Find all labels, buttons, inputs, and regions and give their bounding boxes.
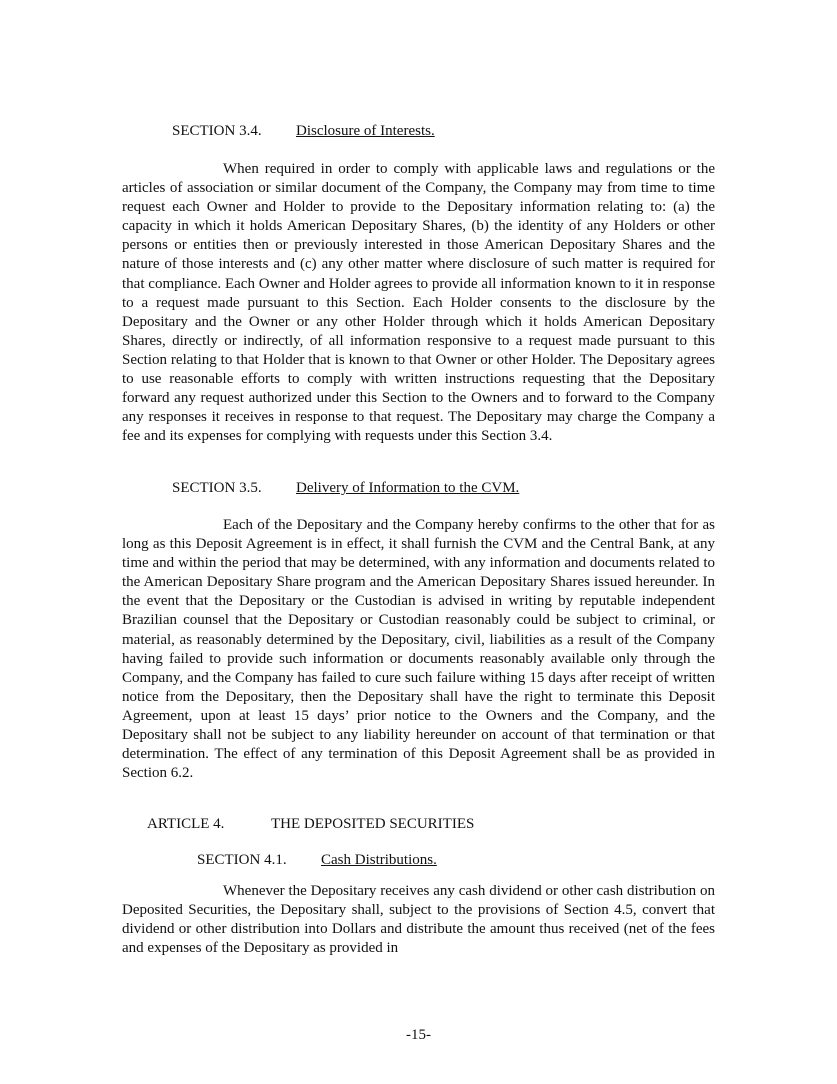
section-4-1-body: Whenever the Depositary receives any cash dividend or other cash distribution on Deposited Securities, the Depositary shall, subject to the provisions of Section 4.5, convert that dividend or other distribution into Dollars and distribute the amount thus received (net of the fees and expenses of the Depositary as provided in xyxy=(122,883,715,957)
section-3-4-body: When required in order to comply with applicable laws and regulations or the articles of association or similar document of the Company, the Company may from time to time request each Owner and Holder to provide to the Depositary information relating to: (a) the capacity in which it holds American Depositary Shares, (b) the identity of any Holders or other persons or entities then or previously interested in those American Depositary Shares and the nature of those interests and (c) any other matter where disclosure of such matter is required for that compliance. Each Owner and Holder agrees to provide all information known to it in response to a request made pursuant to this Section. Each Holder consents to the disclosure by the Depositary and the Owner or any other Holder through which it holds American Depositary Shares, directly or indirectly, of all information responsive to a request made pursuant to this Section relating to that Holder that is known to that Owner or other Holder. The Depositary agrees to use reasonable efforts to comply with written instructions requesting that the Depositary forward any request authorized under this Section to the Owners and to forward to the Company any responses it receives in response to that request. The Depositary may charge the Company a fee and its expenses for complying with requests under this Section 3.4. xyxy=(122,161,715,445)
section-3-5-heading xyxy=(172,478,519,498)
article-number: ARTICLE 4. xyxy=(147,816,225,832)
section-number: SECTION 3.5. xyxy=(172,480,262,496)
page-number: -15- xyxy=(406,1027,431,1043)
section-title: Cash Distributions. xyxy=(321,852,437,868)
section-4-1-heading xyxy=(197,850,437,870)
section-number: SECTION 4.1. xyxy=(197,852,287,868)
section-3-4-heading xyxy=(172,121,435,141)
section-3-5-body: Each of the Depositary and the Company hereby confirms to the other that for as long as this Deposit Agreement is in effect, it shall furnish the CVM and the Central Bank, at any time and within the period that may be determined, with any information and documents related to the American Depositary Share program and the American Depositary Shares issued hereunder. In the event that the Depositary or the Custodian is advised in writing by reputable independent Brazilian counsel that the Depositary or Custodian reasonably could be subject to criminal, or material, as reasonably determined by the Depositary, civil, liabilities as a result of the Company having failed to provide such information or documents reasonably available only through the Company, and the Company has failed to cure such failure withing 15 days after receipt of written notice from the Depositary, then the Depositary shall have the right to terminate this Deposit Agreement, upon at least 15 days’ prior notice to the Owners and the Company, and the Depositary shall not be subject to any liability hereunder on account of that termination or that determination. The effect of any termination of this Deposit Agreement shall be as provided in Section 6.2. xyxy=(122,517,715,782)
article-title: THE DEPOSITED SECURITIES xyxy=(271,816,475,832)
section-title: Delivery of Information to the CVM. xyxy=(296,480,520,496)
article-4-heading xyxy=(147,814,474,834)
section-title: Disclosure of Interests. xyxy=(296,123,435,139)
section-number: SECTION 3.4. xyxy=(172,123,262,139)
